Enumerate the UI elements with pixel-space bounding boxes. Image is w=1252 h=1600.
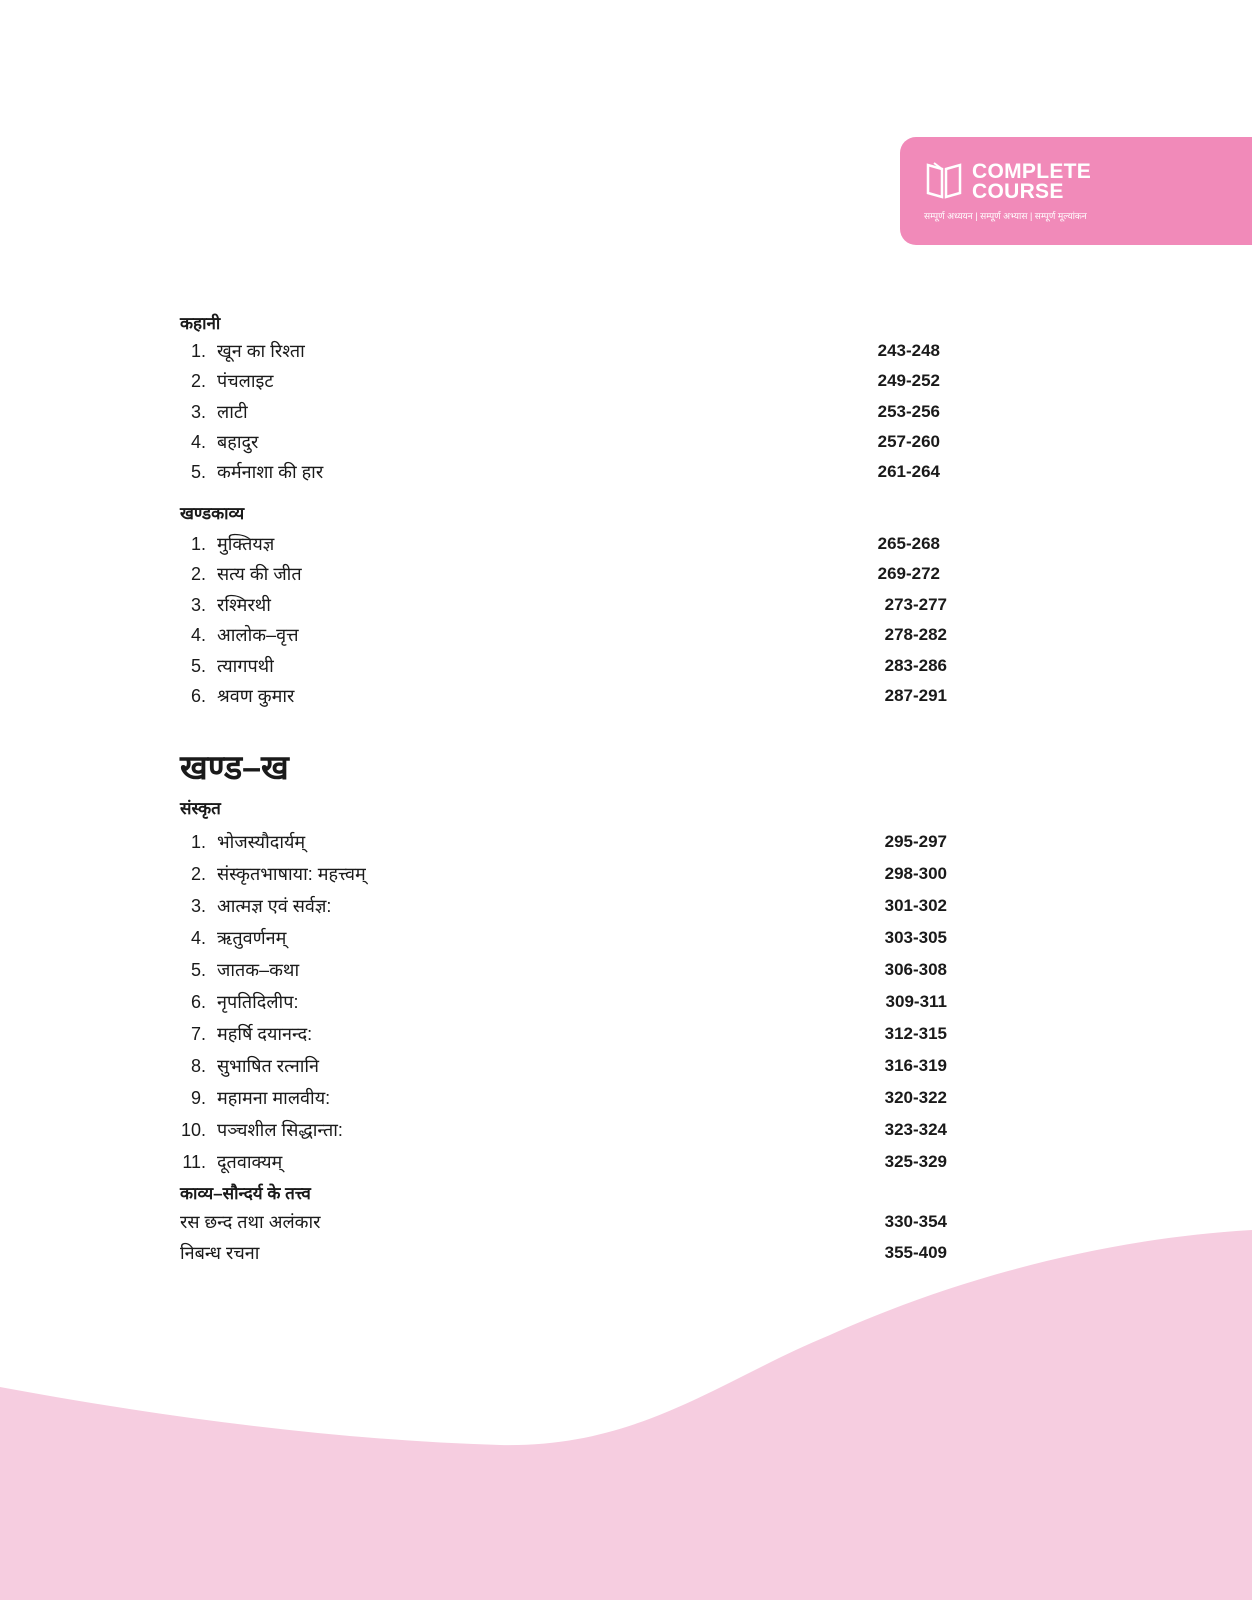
- entry-pages: 243-248: [877, 341, 940, 360]
- toc-entry[interactable]: [0, 1053, 1252, 1079]
- toc-entry[interactable]: [0, 1117, 1252, 1143]
- entry-title: महर्षि दयानन्द:: [217, 1024, 313, 1044]
- brand-line-1: COMPLETE: [972, 160, 1092, 183]
- toc-entry[interactable]: [0, 989, 1252, 1015]
- entry-pages: 287-291: [884, 686, 947, 705]
- entry-title: मुक्तियज्ञ: [217, 534, 275, 554]
- entry-title: त्यागपथी: [217, 656, 274, 676]
- entry-number: 8.: [190, 1056, 206, 1076]
- entry-number: 4.: [190, 928, 206, 948]
- entry-pages: 283-286: [884, 656, 947, 675]
- entry-pages: 320-322: [884, 1088, 947, 1107]
- entry-title: आत्मज्ञ एवं सर्वज्ञ:: [217, 896, 332, 916]
- entry-title: महामना मालवीय:: [217, 1088, 331, 1108]
- entry-title: बहादुर: [217, 432, 259, 452]
- toc-entry[interactable]: [0, 561, 1252, 587]
- entry-number: 6.: [190, 686, 206, 706]
- section-heading-kavya-saundarya: काव्य–सौन्दर्य के तत्त्व: [180, 1184, 311, 1203]
- entry-pages: 301-302: [884, 896, 947, 915]
- brand-tagline: सम्पूर्ण अध्ययन | सम्पूर्ण अभ्यास | सम्पूर्ण मूल्यांकन: [924, 211, 1087, 221]
- section-heading-kahani: कहानी: [180, 314, 221, 333]
- entry-pages: 278-282: [884, 625, 947, 644]
- entry-pages: 355-409: [884, 1243, 947, 1262]
- entry-number: 2.: [190, 864, 206, 884]
- entry-title: लाटी: [217, 402, 248, 422]
- entry-number: 3.: [190, 896, 206, 916]
- entry-pages: 273-277: [884, 595, 947, 614]
- toc-entry[interactable]: [0, 925, 1252, 951]
- entry-title: नृपतिदिलीप:: [217, 992, 299, 1012]
- section-heading-sanskrit: संस्कृत: [180, 799, 221, 818]
- brand-line-2: COURSE: [972, 180, 1064, 203]
- entry-number: 10.: [180, 1120, 206, 1140]
- entry-title: खून का रिश्ता: [217, 341, 305, 361]
- entry-pages: 295-297: [884, 832, 947, 851]
- entry-pages: 330-354: [884, 1212, 947, 1231]
- entry-title: कर्मनाशा की हार: [217, 462, 324, 482]
- entry-pages: 316-319: [884, 1056, 947, 1075]
- entry-number: 4.: [190, 625, 206, 645]
- toc-entry[interactable]: [0, 531, 1252, 557]
- entry-title: ऋतुवर्णनम्: [217, 928, 287, 948]
- entry-pages: 312-315: [884, 1024, 947, 1043]
- toc-entry[interactable]: [0, 338, 1252, 364]
- entry-pages: 257-260: [877, 432, 940, 451]
- entry-number: 11.: [182, 1152, 206, 1172]
- entry-pages: 269-272: [877, 564, 940, 583]
- part-heading-khand-kha: खण्ड–ख: [180, 749, 289, 787]
- entry-title: आलोक–वृत्त: [217, 625, 299, 645]
- entry-number: 3.: [190, 402, 206, 422]
- entry-number: 5.: [190, 960, 206, 980]
- entry-title: रस छन्द तथा अलंकार: [180, 1212, 321, 1232]
- entry-number: 7.: [190, 1024, 206, 1044]
- toc-entry[interactable]: [0, 653, 1252, 679]
- toc-entry[interactable]: [0, 622, 1252, 648]
- toc-entry[interactable]: [0, 1149, 1252, 1175]
- entry-pages: 298-300: [884, 864, 947, 883]
- entry-number: 2.: [190, 564, 206, 584]
- entry-title: दूतवाक्यम्: [217, 1152, 283, 1172]
- entry-title: संस्कृतभाषाया: महत्त्वम्: [217, 864, 366, 884]
- entry-number: 2.: [190, 371, 206, 391]
- entry-title: पञ्चशील सिद्धान्ता:: [217, 1120, 343, 1140]
- toc-entry[interactable]: [0, 368, 1252, 394]
- entry-number: 5.: [190, 656, 206, 676]
- entry-title: सुभाषित रत्नानि: [217, 1056, 320, 1076]
- entry-pages: 261-264: [877, 462, 940, 481]
- entry-pages: 325-329: [884, 1152, 947, 1171]
- entry-pages: 249-252: [877, 371, 940, 390]
- entry-title: श्रवण कुमार: [217, 686, 295, 706]
- entry-pages: 306-308: [884, 960, 947, 979]
- toc-entry[interactable]: [0, 861, 1252, 887]
- toc-entry[interactable]: [0, 592, 1252, 618]
- toc-entry[interactable]: [0, 893, 1252, 919]
- entry-title: भोजस्यौदार्यम्: [217, 832, 306, 852]
- toc-entry[interactable]: [0, 829, 1252, 855]
- toc-entry[interactable]: [0, 957, 1252, 983]
- toc-entry[interactable]: [0, 1021, 1252, 1047]
- toc-entry[interactable]: [0, 1085, 1252, 1111]
- toc-entry[interactable]: [0, 1240, 1252, 1266]
- entry-pages: 309-311: [885, 992, 947, 1011]
- toc-entry[interactable]: [0, 683, 1252, 709]
- entry-title: रश्मिरथी: [217, 595, 271, 615]
- entry-title: निबन्ध रचना: [180, 1243, 260, 1263]
- entry-pages: 323-324: [884, 1120, 947, 1139]
- entry-number: 4.: [190, 432, 206, 452]
- entry-number: 5.: [190, 462, 206, 482]
- entry-number: 1.: [190, 832, 206, 852]
- entry-number: 6.: [190, 992, 206, 1012]
- toc-entry[interactable]: [0, 429, 1252, 455]
- entry-pages: 265-268: [877, 534, 940, 553]
- entry-title: जातक–कथा: [217, 960, 300, 980]
- entry-number: 1.: [190, 341, 206, 361]
- entry-title: पंचलाइट: [217, 371, 274, 391]
- section-heading-khandkavya: खण्डकाव्य: [180, 504, 245, 523]
- toc-entry[interactable]: [0, 459, 1252, 485]
- entry-pages: 303-305: [884, 928, 947, 947]
- toc-entry[interactable]: [0, 399, 1252, 425]
- entry-number: 9.: [190, 1088, 206, 1108]
- entry-title: सत्य की जीत: [217, 564, 302, 584]
- toc-entry[interactable]: [0, 1209, 1252, 1235]
- entry-number: 1.: [190, 534, 206, 554]
- entry-number: 3.: [190, 595, 206, 615]
- entry-pages: 253-256: [877, 402, 940, 421]
